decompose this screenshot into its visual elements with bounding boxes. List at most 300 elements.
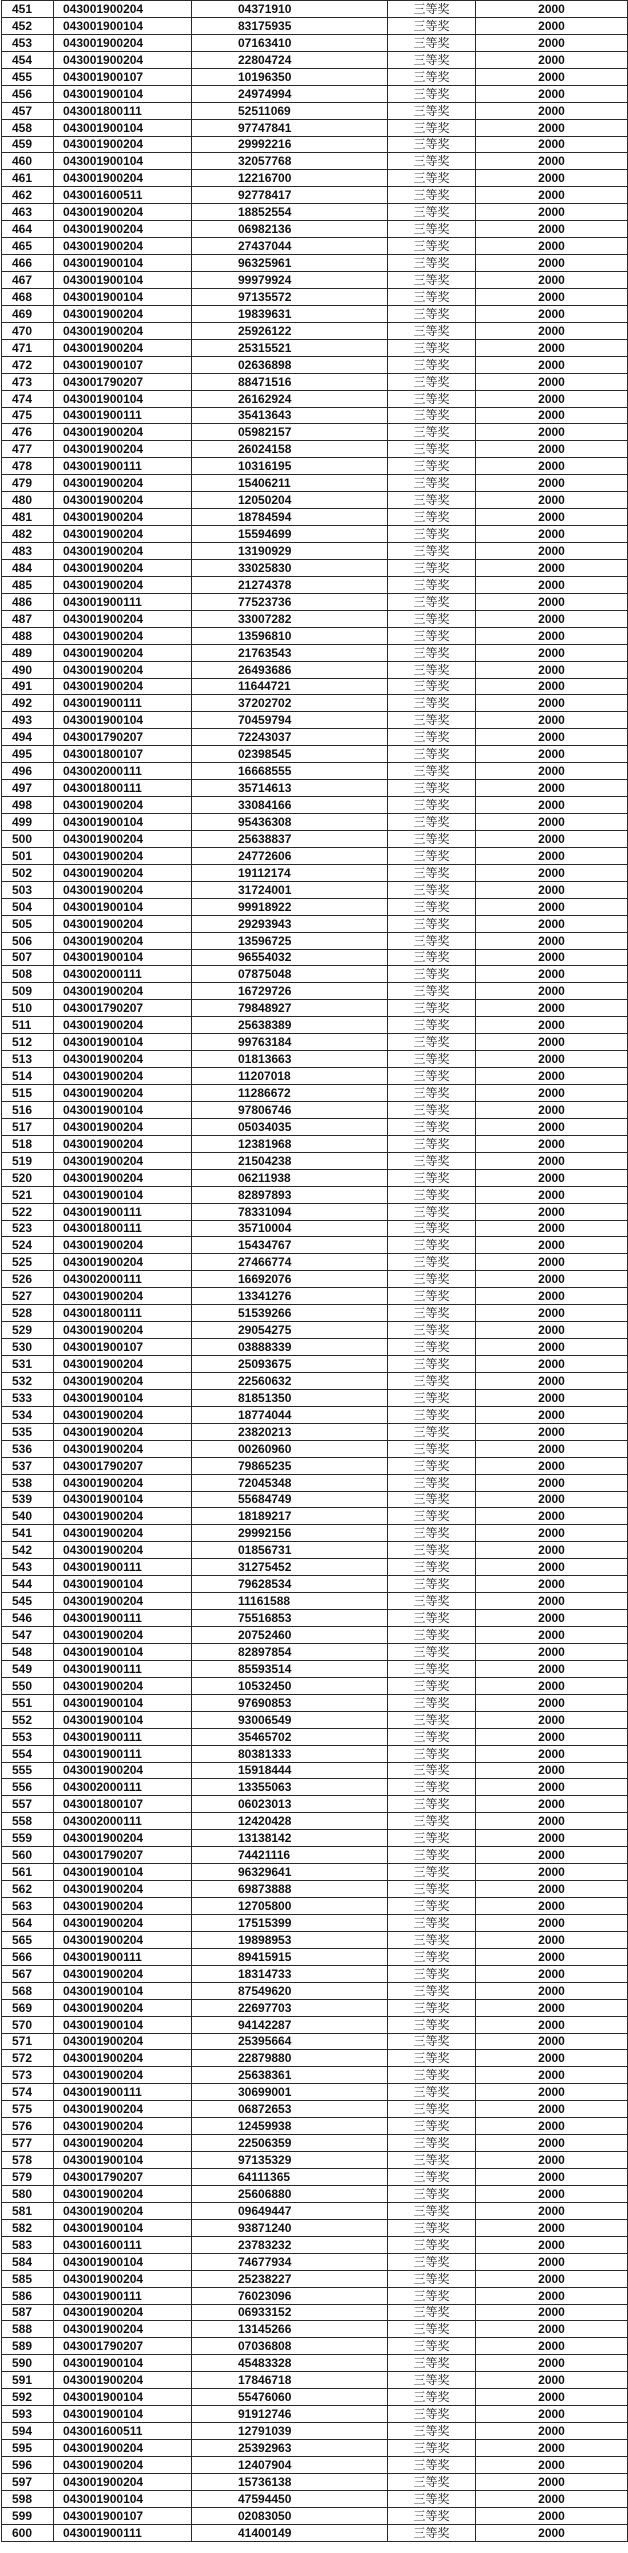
ticket-id-cell: 043001900204 [54,221,192,238]
row-number-cell: 552 [2,1711,54,1728]
prize-level-cell: 三等奖 [388,763,476,780]
row-number-cell: 484 [2,559,54,576]
table-row [2,966,628,983]
lottery-code-cell: 12459938 [192,2118,388,2135]
ticket-id-cell: 043002000111 [54,1813,192,1830]
ticket-id-cell: 043001900204 [54,2456,192,2473]
prize-level-cell: 三等奖 [388,610,476,627]
prize-level-cell: 三等奖 [388,1711,476,1728]
row-number-cell: 553 [2,1728,54,1745]
row-number-cell: 519 [2,1152,54,1169]
row-number-cell: 477 [2,441,54,458]
lottery-code-cell: 25926122 [192,322,388,339]
row-number-cell: 451 [2,1,54,18]
table-row [2,1762,628,1779]
table-row [2,2152,628,2169]
ticket-id-cell: 043001900204 [54,2202,192,2219]
ticket-id-cell: 043001900204 [54,1051,192,1068]
lottery-code-cell: 82897893 [192,1186,388,1203]
prize-level-cell: 三等奖 [388,1474,476,1491]
prize-amount-cell: 2000 [476,68,628,85]
row-number-cell: 494 [2,729,54,746]
table-row [2,1491,628,1508]
ticket-id-cell: 043001900104 [54,288,192,305]
prize-level-cell: 三等奖 [388,1762,476,1779]
table-row [2,2084,628,2101]
table-row [2,255,628,272]
row-number-cell: 561 [2,1864,54,1881]
ticket-id-cell: 043001900111 [54,1948,192,1965]
row-number-cell: 583 [2,2236,54,2253]
row-number-cell: 478 [2,458,54,475]
prize-level-cell: 三等奖 [388,255,476,272]
lottery-code-cell: 99979924 [192,272,388,289]
prize-amount-cell: 2000 [476,119,628,136]
prize-amount-cell: 2000 [476,2338,628,2355]
lottery-code-cell: 69873888 [192,1881,388,1898]
ticket-id-cell: 043001900104 [54,1576,192,1593]
lottery-code-cell: 22879880 [192,2050,388,2067]
row-number-cell: 533 [2,1389,54,1406]
ticket-id-cell: 043001900107 [54,1339,192,1356]
table-row [2,1864,628,1881]
ticket-id-cell: 043001900104 [54,1186,192,1203]
prize-amount-cell: 2000 [476,1288,628,1305]
row-number-cell: 468 [2,288,54,305]
ticket-id-cell: 043001900204 [54,1237,192,1254]
table-row [2,153,628,170]
prize-level-cell: 三等奖 [388,1034,476,1051]
prize-level-cell: 三等奖 [388,1796,476,1813]
table-row [2,1000,628,1017]
table-row [2,576,628,593]
prize-amount-cell: 2000 [476,238,628,255]
prize-amount-cell: 2000 [476,1559,628,1576]
prize-level-cell: 三等奖 [388,1627,476,1644]
ticket-id-cell: 043001900204 [54,2033,192,2050]
lottery-code-cell: 70459794 [192,712,388,729]
prize-amount-cell: 2000 [476,2152,628,2169]
prize-level-cell: 三等奖 [388,543,476,560]
lottery-code-cell: 10316195 [192,458,388,475]
prize-amount-cell: 2000 [476,1406,628,1423]
lottery-code-cell: 13355063 [192,1779,388,1796]
lottery-code-cell: 25638837 [192,830,388,847]
ticket-id-cell: 043001900204 [54,170,192,187]
prize-level-cell: 三等奖 [388,2169,476,2186]
lottery-code-cell: 05982157 [192,424,388,441]
table-row [2,661,628,678]
prize-level-cell: 三等奖 [388,238,476,255]
prize-amount-cell: 2000 [476,949,628,966]
prize-level-cell: 三等奖 [388,915,476,932]
table-row [2,1356,628,1373]
row-number-cell: 517 [2,1118,54,1135]
row-number-cell: 566 [2,1948,54,1965]
row-number-cell: 509 [2,983,54,1000]
prize-amount-cell: 2000 [476,339,628,356]
ticket-id-cell: 043002000111 [54,763,192,780]
lottery-code-cell: 15434767 [192,1237,388,1254]
prize-amount-cell: 2000 [476,729,628,746]
table-row [2,170,628,187]
row-number-cell: 523 [2,1220,54,1237]
ticket-id-cell: 043001900204 [54,1152,192,1169]
prize-level-cell: 三等奖 [388,678,476,695]
prize-amount-cell: 2000 [476,1881,628,1898]
lottery-code-cell: 93006549 [192,1711,388,1728]
lottery-code-cell: 09649447 [192,2202,388,2219]
lottery-code-cell: 11161588 [192,1593,388,1610]
table-row [2,543,628,560]
table-row [2,492,628,509]
lottery-code-cell: 06982136 [192,221,388,238]
lottery-code-cell: 29293943 [192,915,388,932]
prize-level-cell: 三等奖 [388,661,476,678]
ticket-id-cell: 043001900104 [54,712,192,729]
prize-level-cell: 三等奖 [388,1508,476,1525]
lottery-code-cell: 23820213 [192,1423,388,1440]
ticket-id-cell: 043001900107 [54,356,192,373]
lottery-code-cell: 18189217 [192,1508,388,1525]
prize-level-cell: 三等奖 [388,51,476,68]
prize-level-cell: 三等奖 [388,1542,476,1559]
row-number-cell: 581 [2,2202,54,2219]
prize-level-cell: 三等奖 [388,1847,476,1864]
ticket-id-cell: 043001800111 [54,1220,192,1237]
table-row [2,1305,628,1322]
prize-amount-cell: 2000 [476,1203,628,1220]
prize-amount-cell: 2000 [476,1152,628,1169]
row-number-cell: 459 [2,136,54,153]
table-row [2,2253,628,2270]
row-number-cell: 502 [2,864,54,881]
ticket-id-cell: 043001900204 [54,661,192,678]
prize-amount-cell: 2000 [476,1762,628,1779]
row-number-cell: 501 [2,847,54,864]
table-row [2,1779,628,1796]
ticket-id-cell: 043001900204 [54,1474,192,1491]
prize-amount-cell: 2000 [476,356,628,373]
ticket-id-cell: 043001900204 [54,1254,192,1271]
prize-level-cell: 三等奖 [388,34,476,51]
table-row [2,1694,628,1711]
prize-amount-cell: 2000 [476,1356,628,1373]
table-row [2,102,628,119]
prize-amount-cell: 2000 [476,1830,628,1847]
prize-level-cell: 三等奖 [388,1999,476,2016]
row-number-cell: 460 [2,153,54,170]
table-row [2,1898,628,1915]
table-row [2,695,628,712]
table-row [2,1881,628,1898]
ticket-id-cell: 043001900204 [54,1118,192,1135]
row-number-cell: 513 [2,1051,54,1068]
prize-level-cell: 三等奖 [388,1779,476,1796]
lottery-code-cell: 81851350 [192,1389,388,1406]
ticket-id-cell: 043001900204 [54,2135,192,2152]
prize-amount-cell: 2000 [476,593,628,610]
row-number-cell: 466 [2,255,54,272]
prize-amount-cell: 2000 [476,221,628,238]
prize-level-cell: 三等奖 [388,68,476,85]
row-number-cell: 505 [2,915,54,932]
prize-level-cell: 三等奖 [388,1118,476,1135]
row-number-cell: 473 [2,373,54,390]
prize-level-cell: 三等奖 [388,898,476,915]
prize-level-cell: 三等奖 [388,1914,476,1931]
table-row [2,1,628,18]
prize-level-cell: 三等奖 [388,390,476,407]
row-number-cell: 522 [2,1203,54,1220]
prize-amount-cell: 2000 [476,2118,628,2135]
table-row [2,712,628,729]
prize-level-cell: 三等奖 [388,1389,476,1406]
lottery-code-cell: 16668555 [192,763,388,780]
ticket-id-cell: 043001900104 [54,2253,192,2270]
table-row [2,526,628,543]
ticket-id-cell: 043001900204 [54,1169,192,1186]
ticket-id-cell: 043001900204 [54,305,192,322]
ticket-id-cell: 043001900204 [54,2101,192,2118]
lottery-code-cell: 25392963 [192,2440,388,2457]
lottery-code-cell: 07163410 [192,34,388,51]
table-row [2,1068,628,1085]
prize-level-cell: 三等奖 [388,1931,476,1948]
table-row [2,1135,628,1152]
ticket-id-cell: 043001900204 [54,932,192,949]
prize-level-cell: 三等奖 [388,322,476,339]
lottery-code-cell: 80381333 [192,1745,388,1762]
prize-amount-cell: 2000 [476,1237,628,1254]
table-row [2,2423,628,2440]
prize-amount-cell: 2000 [476,492,628,509]
table-row [2,1643,628,1660]
prize-level-cell: 三等奖 [388,2236,476,2253]
prize-level-cell: 三等奖 [388,1068,476,1085]
prize-level-cell: 三等奖 [388,797,476,814]
prize-level-cell: 三等奖 [388,2152,476,2169]
ticket-id-cell: 043001900204 [54,1525,192,1542]
table-row [2,322,628,339]
prize-amount-cell: 2000 [476,1135,628,1152]
ticket-id-cell: 043001900104 [54,85,192,102]
prize-amount-cell: 2000 [476,305,628,322]
prize-level-cell: 三等奖 [388,2202,476,2219]
row-number-cell: 555 [2,1762,54,1779]
prize-amount-cell: 2000 [476,1220,628,1237]
lottery-code-cell: 15406211 [192,475,388,492]
prize-level-cell: 三等奖 [388,1728,476,1745]
table-row [2,356,628,373]
prize-level-cell: 三等奖 [388,1643,476,1660]
ticket-id-cell: 043001900204 [54,915,192,932]
ticket-id-cell: 043001900204 [54,322,192,339]
prize-level-cell: 三等奖 [388,1322,476,1339]
table-row [2,644,628,661]
prize-amount-cell: 2000 [476,2236,628,2253]
lottery-code-cell: 25395664 [192,2033,388,2050]
lottery-code-cell: 16692076 [192,1271,388,1288]
prize-amount-cell: 2000 [476,102,628,119]
ticket-id-cell: 043001900107 [54,68,192,85]
prize-amount-cell: 2000 [476,1864,628,1881]
row-number-cell: 600 [2,2524,54,2541]
prize-level-cell: 三等奖 [388,17,476,34]
prize-amount-cell: 2000 [476,1660,628,1677]
table-row [2,424,628,441]
prize-amount-cell: 2000 [476,712,628,729]
prize-level-cell: 三等奖 [388,1610,476,1627]
ticket-id-cell: 043001900104 [54,898,192,915]
prize-level-cell: 三等奖 [388,288,476,305]
table-row [2,2270,628,2287]
row-number-cell: 586 [2,2287,54,2304]
table-row [2,1220,628,1237]
prize-level-cell: 三等奖 [388,2219,476,2236]
prize-level-cell: 三等奖 [388,2490,476,2507]
lottery-code-cell: 51539266 [192,1305,388,1322]
prize-level-cell: 三等奖 [388,1237,476,1254]
table-row [2,2440,628,2457]
table-row [2,288,628,305]
lottery-code-cell: 27466774 [192,1254,388,1271]
row-number-cell: 535 [2,1423,54,1440]
prize-level-cell: 三等奖 [388,576,476,593]
table-row [2,407,628,424]
ticket-id-cell: 043001900204 [54,1627,192,1644]
row-number-cell: 546 [2,1610,54,1627]
ticket-id-cell: 043001900204 [54,1965,192,1982]
prize-amount-cell: 2000 [476,2219,628,2236]
prize-level-cell: 三等奖 [388,1051,476,1068]
prize-amount-cell: 2000 [476,1847,628,1864]
prize-level-cell: 三等奖 [388,2050,476,2067]
lottery-code-cell: 06872653 [192,2101,388,2118]
lottery-code-cell: 89415915 [192,1948,388,1965]
ticket-id-cell: 043001900111 [54,695,192,712]
ticket-id-cell: 043001900104 [54,2406,192,2423]
table-row [2,187,628,204]
lottery-code-cell: 79848927 [192,1000,388,1017]
row-number-cell: 503 [2,881,54,898]
prize-level-cell: 三等奖 [388,1,476,18]
table-row [2,2355,628,2372]
lottery-code-cell: 23783232 [192,2236,388,2253]
row-number-cell: 558 [2,1813,54,1830]
table-row [2,780,628,797]
table-row [2,1152,628,1169]
prize-amount-cell: 2000 [476,1372,628,1389]
prize-level-cell: 三等奖 [388,1677,476,1694]
prize-level-cell: 三等奖 [388,1948,476,1965]
prize-level-cell: 三等奖 [388,2389,476,2406]
table-row [2,1288,628,1305]
prize-amount-cell: 2000 [476,526,628,543]
prize-amount-cell: 2000 [476,576,628,593]
table-row [2,1372,628,1389]
table-row [2,2406,628,2423]
table-row [2,1711,628,1728]
lottery-code-cell: 24772606 [192,847,388,864]
lottery-code-cell: 15918444 [192,1762,388,1779]
ticket-id-cell: 043001600511 [54,187,192,204]
row-number-cell: 588 [2,2321,54,2338]
prize-amount-cell: 2000 [476,136,628,153]
lottery-code-cell: 06023013 [192,1796,388,1813]
prize-level-cell: 三等奖 [388,1000,476,1017]
lottery-code-cell: 13190929 [192,543,388,560]
row-number-cell: 453 [2,34,54,51]
table-row [2,2473,628,2490]
ticket-id-cell: 043001900104 [54,2016,192,2033]
table-row [2,17,628,34]
prize-level-cell: 三等奖 [388,1356,476,1373]
lottery-code-cell: 26493686 [192,661,388,678]
prize-amount-cell: 2000 [476,1017,628,1034]
prize-amount-cell: 2000 [476,2033,628,2050]
prize-level-cell: 三等奖 [388,1457,476,1474]
row-number-cell: 575 [2,2101,54,2118]
row-number-cell: 592 [2,2389,54,2406]
table-row [2,1677,628,1694]
lottery-code-cell: 04371910 [192,1,388,18]
ticket-id-cell: 043001790207 [54,373,192,390]
lottery-code-cell: 26162924 [192,390,388,407]
lottery-code-cell: 02636898 [192,356,388,373]
ticket-id-cell: 043001900204 [54,1440,192,1457]
table-row [2,204,628,221]
lottery-code-cell: 99763184 [192,1034,388,1051]
prize-amount-cell: 2000 [476,255,628,272]
ticket-id-cell: 043001900104 [54,153,192,170]
row-number-cell: 521 [2,1186,54,1203]
ticket-id-cell: 043001900104 [54,1389,192,1406]
table-row [2,2067,628,2084]
lottery-code-cell: 75516853 [192,1610,388,1627]
ticket-id-cell: 043001900204 [54,627,192,644]
table-row [2,1186,628,1203]
prize-amount-cell: 2000 [476,780,628,797]
row-number-cell: 579 [2,2169,54,2186]
ticket-id-cell: 043001900111 [54,2287,192,2304]
lottery-code-cell: 35710004 [192,1220,388,1237]
ticket-id-cell: 043001600111 [54,2236,192,2253]
table-row [2,1203,628,1220]
lottery-code-cell: 03888339 [192,1339,388,1356]
table-row [2,2321,628,2338]
row-number-cell: 525 [2,1254,54,1271]
table-row [2,1237,628,1254]
table-row [2,1931,628,1948]
prize-level-cell: 三等奖 [388,2456,476,2473]
ticket-id-cell: 043001900204 [54,1898,192,1915]
row-number-cell: 556 [2,1779,54,1796]
row-number-cell: 582 [2,2219,54,2236]
lottery-code-cell: 21504238 [192,1152,388,1169]
lottery-code-cell: 96325961 [192,255,388,272]
ticket-id-cell: 043001900104 [54,255,192,272]
ticket-id-cell: 043001900204 [54,424,192,441]
row-number-cell: 515 [2,1085,54,1102]
row-number-cell: 560 [2,1847,54,1864]
lottery-code-cell: 25638361 [192,2067,388,2084]
table-row [2,2338,628,2355]
row-number-cell: 578 [2,2152,54,2169]
ticket-id-cell: 043001800111 [54,780,192,797]
row-number-cell: 591 [2,2372,54,2389]
table-row [2,949,628,966]
